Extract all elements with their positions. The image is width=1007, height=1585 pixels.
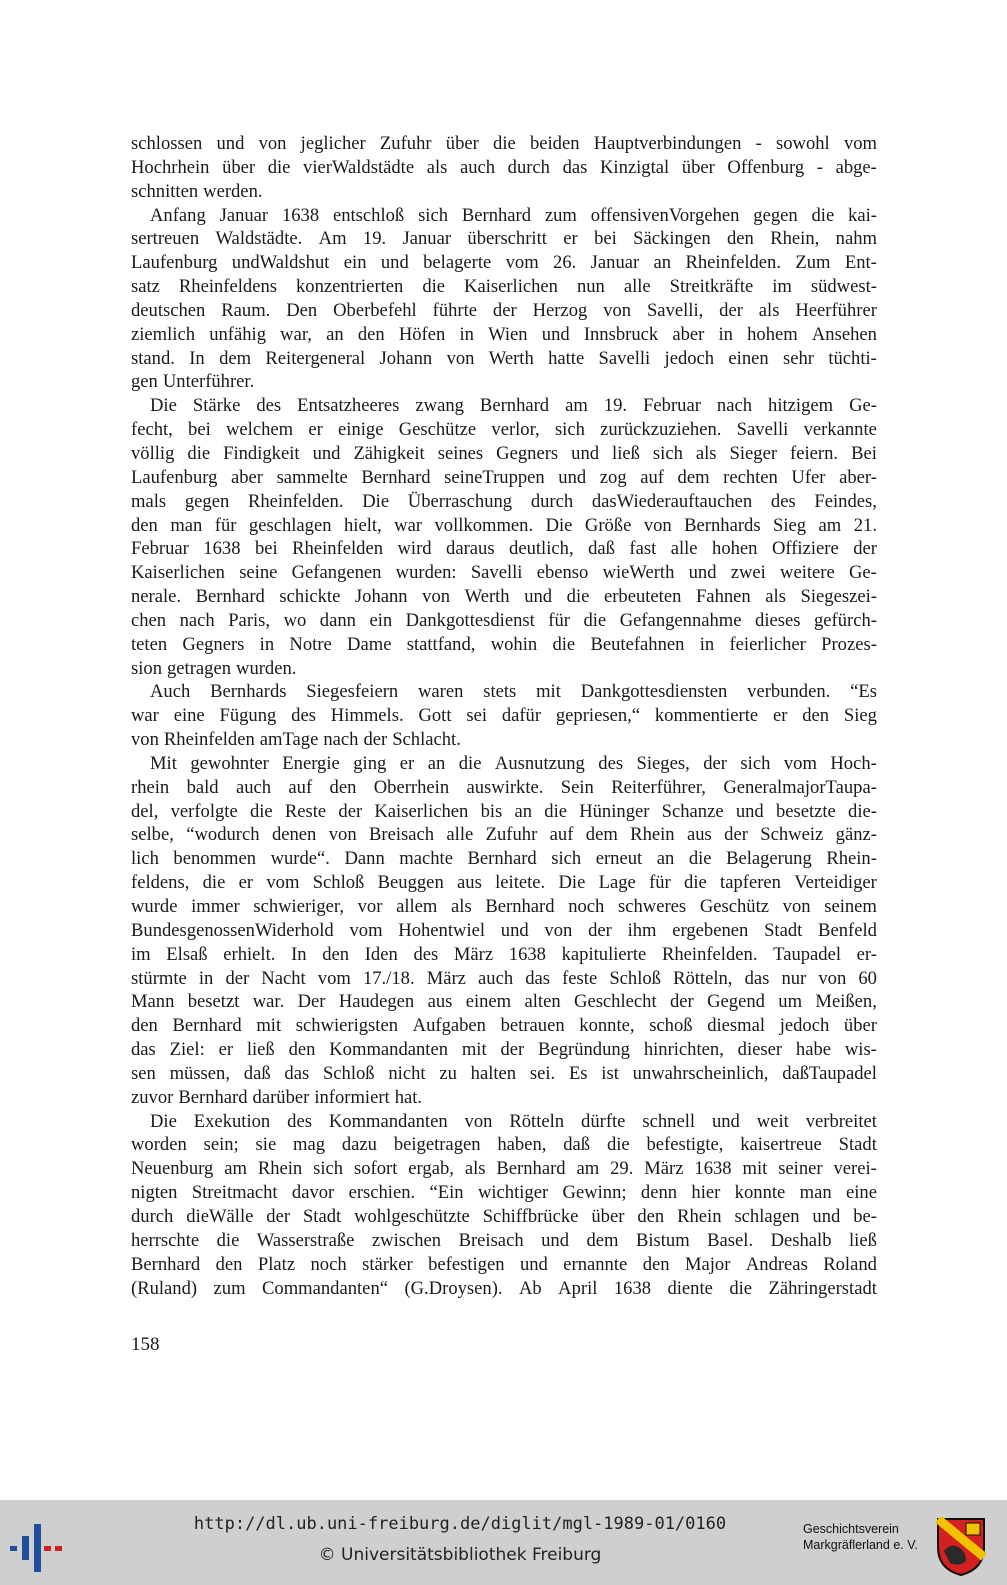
text-line: durch dieWälle der Stadt wohlgeschützte Schiffbrücke über den Rhein schlagen und be- xyxy=(131,1205,877,1227)
text-line: satz Rheinfeldens konzentrierten die Kaiserlichen nun alle Streitkräfte im südwest- xyxy=(131,276,877,298)
text-line: Bernhard den Platz noch stärker befestigen und ernannte den Major Andreas Roland xyxy=(131,1253,877,1275)
text-line: sen müssen, daß das Schloß nicht zu halten sei. Es ist unwahrscheinlich, daßTaupadel xyxy=(131,1062,877,1084)
text-line: Neuenburg am Rhein sich sofort ergab, als Bernhard am 29. März 1638 mit seiner verei- xyxy=(131,1158,877,1180)
text-line: mals gegen Rheinfelden. Die Überraschung durch dasWiederauftauchen des Feindes, xyxy=(131,490,877,512)
text-line: selbe, “wodurch denen von Breisach alle Zufuhr auf dem Rhein aus der Schweiz gänz- xyxy=(131,824,877,846)
text-line: rhein bald auch auf den Oberrhein auswirkte. Sein Reiterführer, GeneralmajorTaupa- xyxy=(131,776,877,798)
body-text xyxy=(131,132,877,1300)
text-line: worden sein; sie mag dazu beigetragen haben, daß die befestigte, kaisertreue Stadt xyxy=(131,1134,877,1156)
text-line: völlig die Findigkeit und Zähigkeit seines Gegners und ließ sich als Sieger feiern. Bei xyxy=(131,442,877,464)
text-line: chen nach Paris, wo dann ein Dankgottesdienst für die Gefangennahme dieses gefürch- xyxy=(131,609,877,631)
text-line: Laufenburg undWaldshut ein und belagerte vom 26. Januar an Rheinfelden. Zum Ent- xyxy=(131,252,877,274)
text-line: gen Unterführer. xyxy=(131,371,255,393)
viewer-footer xyxy=(0,1500,1007,1585)
text-line: den Bernhard mit schwierigsten Aufgaben betrauen konnte, schoß diesmal jedoch über xyxy=(131,1015,877,1037)
text-line: Die Exekution des Kommandanten von Rötteln dürfte schnell und weit verbreitet xyxy=(150,1110,877,1132)
text-line: den man für geschlagen hielt, war vollkommen. Die Größe von Bernhards Sieg am 21. xyxy=(131,514,877,536)
text-line: herrschte die Wasserstraße zwischen Breisach und dem Bistum Basel. Deshalb ließ xyxy=(131,1229,877,1251)
text-line: Kaiserlichen seine Gefangenen wurden: Savelli ebenso wieWerth und zwei weitere Ge- xyxy=(131,562,877,584)
text-line: nigten Streitmacht davor erschien. “Ein wichtiger Gewinn; denn hier konnte man eine xyxy=(131,1182,877,1204)
text-line: sertreuen Waldstädte. Am 19. Januar überschritt er bei Säckingen den Rhein, nahm xyxy=(131,228,877,250)
society-name-line2: Markgräflerland e. V. xyxy=(803,1538,918,1552)
text-line: Mann besetzt war. Der Haudegen aus einem alten Geschlecht der Gegend um Meißen, xyxy=(131,991,877,1013)
text-line: schlossen und von jeglicher Zufuhr über die beiden Hauptverbindungen - sowohl vom xyxy=(131,133,877,154)
text-line: das Ziel: er ließ den Kommandanten mit der Begründung hinrichten, dieser habe wis- xyxy=(131,1039,877,1061)
society-name-line1: Geschichtsverein xyxy=(803,1522,899,1536)
text-line: sion getragen wurden. xyxy=(131,657,297,679)
text-line: teten Gegners in Notre Dame stattfand, wohin die Beutefahnen in feierlicher Prozes- xyxy=(131,633,877,655)
text-line: zuvor Bernhard darüber informiert hat. xyxy=(131,1086,423,1108)
page-number: 158 xyxy=(131,1334,160,1355)
society-name xyxy=(803,1521,933,1553)
text-line: Februar 1638 bei Rheinfelden wird daraus deutlich, daß fast alle hohen Offiziere der xyxy=(131,538,877,560)
text-line: deutschen Raum. Den Oberbefehl führte der Herzog von Savelli, der als Heerführer xyxy=(131,299,877,321)
text-line: nerale. Bernhard schickte Johann von Werth und die erbeuteten Fahnen als Siegeszei- xyxy=(131,586,877,608)
text-line: stürmte in der Nacht vom 17./18. März auch das feste Schloß Rötteln, das nur von 60 xyxy=(131,967,877,989)
text-line: del, verfolgte die Reste der Kaiserlichen bis an die Hüninger Schanze und besetzte die- xyxy=(131,800,877,822)
text-line: von Rheinfelden amTage nach der Schlacht. xyxy=(131,729,461,751)
text-line: ziemlich unfähig war, an den Höfen in Wien und Innsbruck aber in hohem Ansehen xyxy=(131,323,877,345)
text-line: Die Stärke des Entsatzheeres zwang Bernhard am 19. Februar nach hitzigem Ge- xyxy=(150,395,877,417)
footer-url-link[interactable]: http://dl.ub.uni-freiburg.de/diglit/mgl-1989-01/0160 xyxy=(193,1514,727,1534)
ub-freiburg-logo-icon[interactable] xyxy=(10,1520,62,1572)
text-line: Auch Bernhards Siegesfeiern waren stets mit Dankgottesdiensten verbunden. “Es xyxy=(150,681,877,703)
text-line: fecht, bei welchem er einige Geschütze verlor, sich zurückzuziehen. Savelli verkannte xyxy=(131,419,877,441)
text-line: Laufenburg aber sammelte Bernhard seineTruppen und zog auf dem rechten Ufer aber- xyxy=(131,466,877,488)
text-line: im Elsaß erhielt. In den Iden des März 1638 kapitulierte Rheinfelden. Taupadel er- xyxy=(131,943,877,965)
footer-copyright: © Universitätsbibliothek Freiburg xyxy=(318,1545,602,1565)
text-line: BundesgenossenWiderhold vom Hohentwiel und von der ihm ergebenen Stadt Benfeld xyxy=(131,919,877,941)
coat-of-arms-icon xyxy=(936,1517,986,1577)
text-line: Mit gewohnter Energie ging er an die Ausnutzung des Sieges, der sich vom Hoch- xyxy=(150,752,877,774)
text-line: feldens, die er vom Schloß Beuggen aus leitete. Die Lage für die tapferen Verteidiger xyxy=(131,872,877,894)
text-line: war eine Fügung des Himmels. Gott sei dafür gepriesen,“ kommentierte er den Sieg xyxy=(131,705,877,727)
text-line: wurde immer schwieriger, vor allem als Bernhard noch schweres Geschütz von seinem xyxy=(131,896,877,917)
text-line: lich benommen wurde“. Dann machte Bernhard sich erneut an die Belagerung Rhein- xyxy=(131,848,877,870)
text-line: schnitten werden. xyxy=(131,180,263,202)
text-line: stand. In dem Reitergeneral Johann von Werth hatte Savelli jedoch einen sehr tüchti- xyxy=(131,347,877,369)
text-line: Anfang Januar 1638 entschloß sich Bernhard zum offensivenVorgehen gegen die kai- xyxy=(150,204,877,226)
text-line: Hochrhein über die vierWaldstädte als auch durch das Kinzigtal über Offenburg - abge- xyxy=(131,156,877,178)
text-line: (Ruland) zum Commandanten“ (G.Droysen). Ab April 1638 diente die Zähringerstadt xyxy=(131,1277,877,1299)
